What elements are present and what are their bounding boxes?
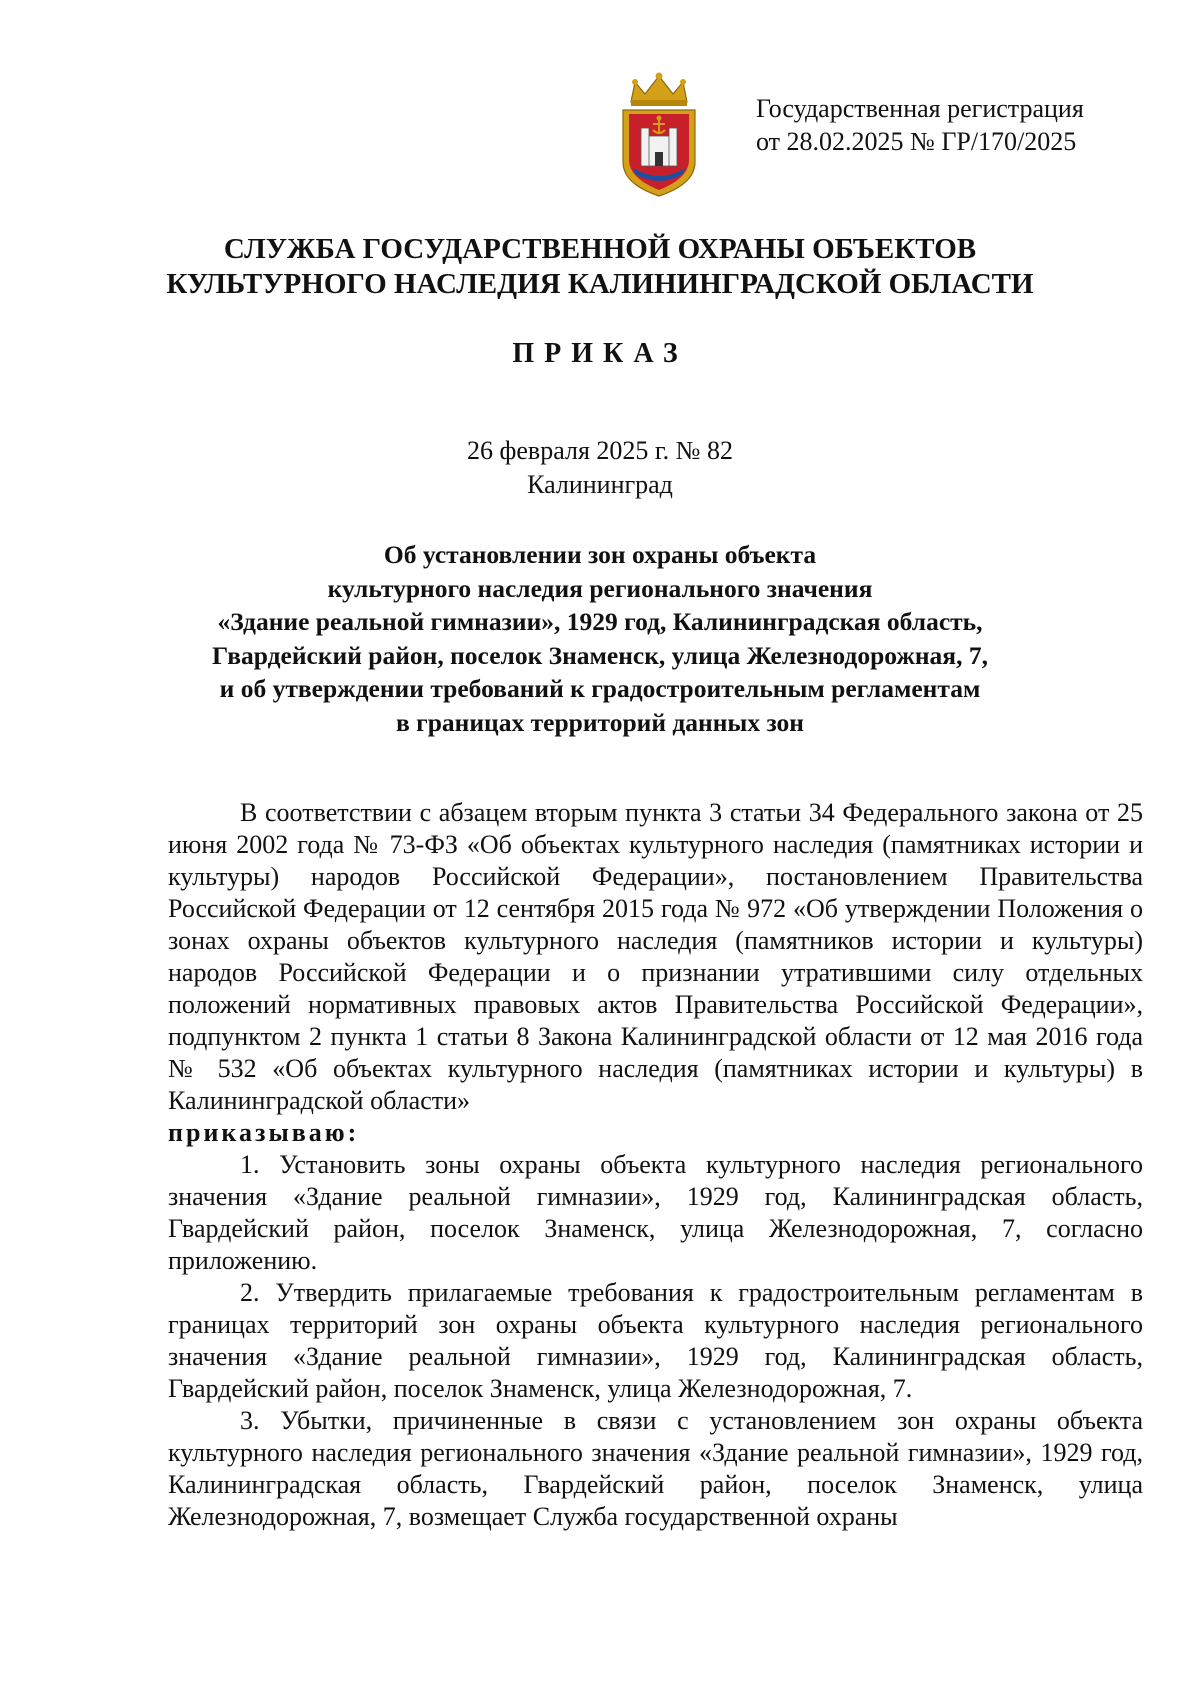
document-body bbox=[168, 797, 1143, 1533]
subject-line: «Здание реальной гимназии», 1929 год, Калининградская область, bbox=[217, 607, 983, 636]
order-word-text: приказываю: bbox=[168, 1118, 360, 1147]
subject-line: культурного наследия регионального значения bbox=[327, 573, 873, 603]
order-item-2: 2. Утвердить прилагаемые требования к градостроительным регламентам в границах территорий зон охраны объекта культурного наследия регионального значения «Здание реальной гимназии», 1929 год, Калининградская область, Гвардейский район, поселок Знаменск, улица Железнодорожная, 7. bbox=[168, 1278, 1143, 1403]
organization-line-1: СЛУЖБА ГОСУДАРСТВЕННОЙ ОХРАНЫ ОБЪЕКТОВ bbox=[223, 233, 977, 265]
kaliningrad-coat-of-arms-icon bbox=[617, 72, 701, 200]
state-registration bbox=[756, 92, 1084, 158]
subject-line: Об установлении зон охраны объекта bbox=[383, 540, 817, 569]
order-item-1: 1. Установить зоны охраны объекта культурного наследия регионального значения «Здание реальной гимназии», 1929 год, Калининградская область, Гвардейский район, поселок Знаменск, улица Железнодорожная, 7, согласно приложению. bbox=[168, 1150, 1143, 1275]
organization-line-2: КУЛЬТУРНОГО НАСЛЕДИЯ КАЛИНИНГРАДСКОЙ ОБЛАСТИ bbox=[166, 268, 1034, 300]
date-number: 26 февраля 2025 г. № 82 bbox=[467, 436, 733, 465]
preamble-paragraph: В соответствии с абзацем вторым пункта 3 статьи 34 Федерального закона от 25 июня 2002 года № 73-ФЗ «Об объектах культурного наследия (памятниках истории и культуры) народов Российской Федерации», постановлением Правительства Российской Федерации от 12 сентября 2015 года № 972 «Об утверждении Положения о зонах охраны объектов культурного наследия (памятников истории и культуры) народов Российской Федерации и о признании утратившими силу отдельных положений нормативных правовых актов Правительства Российской Федерации», подпунктом 2 пункта 1 статьи 8 Закона Калининградской области от 12 мая 2016 года № 532 «Об объектах культурного наследия (памятниках истории и культуры) в Калининградской области» bbox=[168, 798, 1143, 1115]
subject-line: в границах территорий данных зон bbox=[396, 707, 804, 737]
registration-line-1: Государственная регистрация bbox=[756, 94, 1084, 123]
order-word bbox=[168, 1117, 1143, 1149]
date-and-place bbox=[0, 434, 1200, 502]
registration-line-2: от 28.02.2025 № ГР/170/2025 bbox=[756, 127, 1077, 156]
document-type: ПРИКАЗ bbox=[512, 338, 688, 369]
order-item-3: 3. Убытки, причиненные в связи с установлением зон охраны объекта культурного наследия регионального значения «Здание реальной гимназии», 1929 год, Калининградская область, Гвардейский район, поселок Знаменск, улица Железнодорожная, 7, возмещает Служба государственной охраны bbox=[168, 1406, 1143, 1531]
organization-title bbox=[0, 232, 1200, 302]
city: Калининград bbox=[527, 470, 673, 499]
subject-line: Гвардейский район, поселок Знаменск, улица Железнодорожная, 7, bbox=[212, 640, 988, 670]
document-subject bbox=[0, 538, 1200, 739]
subject-line: и об утверждении требований к градостроительным регламентам bbox=[219, 674, 981, 703]
